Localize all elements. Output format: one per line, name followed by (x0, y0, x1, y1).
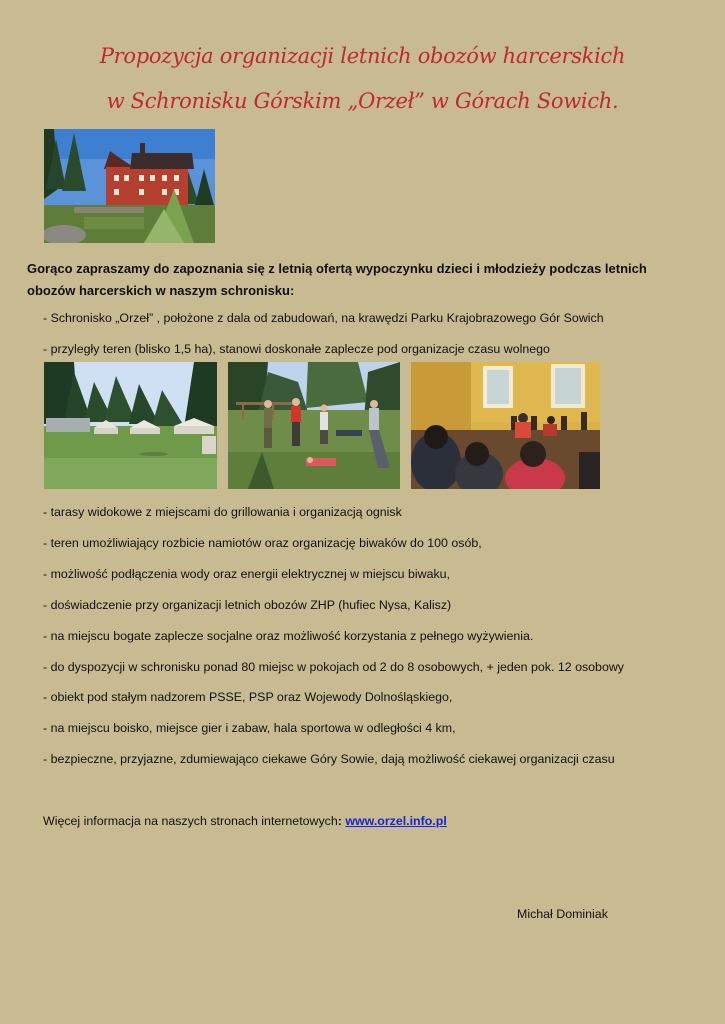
list-item: - do dyspozycji w schronisku ponad 80 miejsc w pokojach od 2 do 8 osobowych, + jeden pok. 12 osobowy (43, 660, 624, 674)
page-title-line-1: Propozycja organizacji letnich obozów harcerskich (99, 44, 626, 68)
list-item: - przyległy teren (blisko 1,5 ha), stanowi doskonałe zaplecze pod organizacje czasu wolnego (43, 342, 550, 356)
list-item: - możliwość podłączenia wody oraz energii elektrycznej w miejscu biwaku, (43, 567, 450, 581)
scouts-exercise-photo (228, 362, 400, 489)
more-info-line (43, 814, 447, 828)
list-item: - obiekt pod stałym nadzorem PSSE, PSP oraz Wojewody Dolnośląskiego, (43, 690, 453, 704)
more-info-text: Więcej informacja na naszych stronach internetowych (43, 814, 338, 828)
list-item: - teren umożliwiający rozbicie namiotów oraz organizację biwaków do 100 osób, (43, 536, 482, 550)
intro-text: Gorąco zapraszamy do zapoznania się z letnią ofertą wypoczynku dzieci i młodzieży podczas letnich obozów harcerskich w naszym schronisku: (27, 261, 647, 298)
list-item: - doświadczenie przy organizacji letnich obozów ZHP (hufiec Nysa, Kalisz) (43, 598, 452, 612)
list-item: - bezpieczne, przyjazne, zdumiewająco ciekawe Góry Sowie, dają możliwość ciekawej organizacji czasu (43, 752, 615, 766)
list-item: - tarasy widokowe z miejscami do grillowania i organizacją ognisk (43, 505, 402, 519)
indoor-meeting-photo (411, 362, 600, 489)
hostel-photo (44, 129, 215, 243)
page-title-line-2: w Schronisku Górskim „Orzeł” w Górach Sowich. (106, 89, 619, 113)
more-info-colon: : (337, 814, 342, 828)
list-item: - na miejscu boisko, miejsce gier i zabaw, hala sportowa w odległości 4 km, (43, 721, 456, 735)
list-item: - Schronisko „Orzeł” , położone z dala od zabudowań, na krawędzi Parku Krajobrazowego Gór Sowich (43, 311, 604, 325)
camp-tents-photo (44, 362, 217, 489)
list-item: - na miejscu bogate zaplecze socjalne oraz możliwość korzystania z pełnego wyżywienia. (43, 629, 534, 643)
author-signature: Michał Dominiak (517, 907, 608, 921)
website-link[interactable]: www.orzel.info.pl (345, 814, 447, 828)
